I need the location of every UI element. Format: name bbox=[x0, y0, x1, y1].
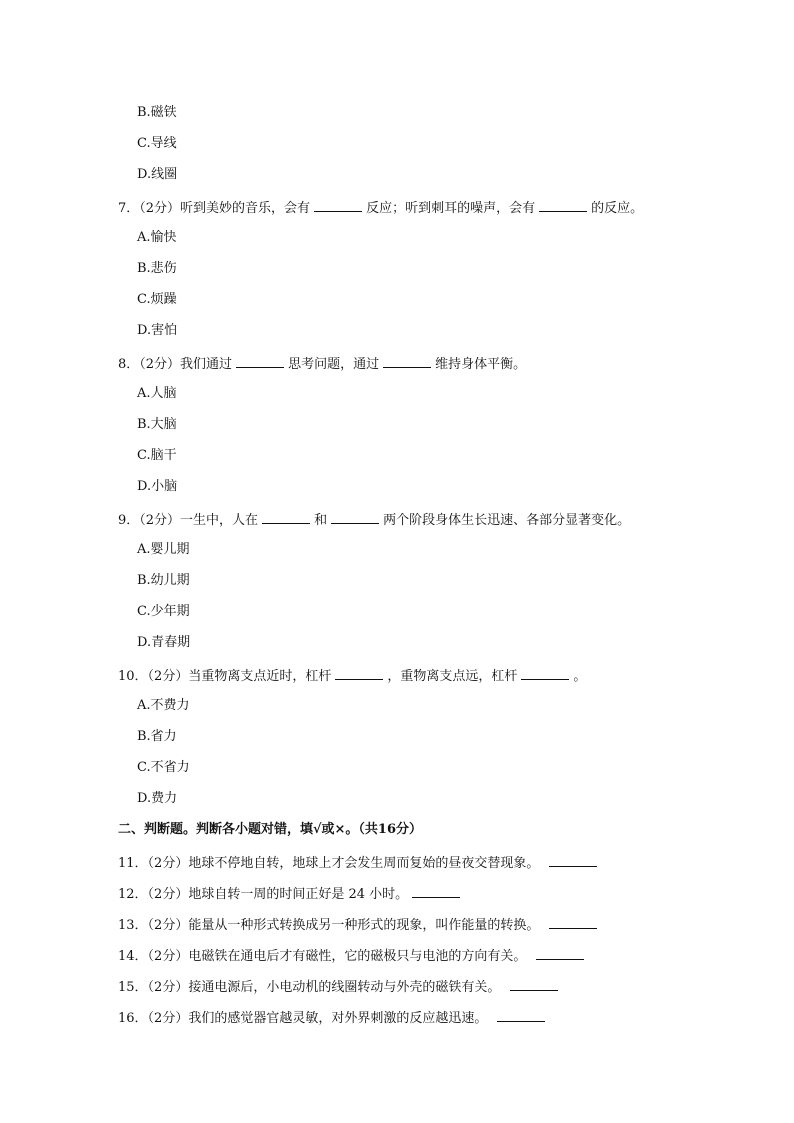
question-14-number: 14．（2分） bbox=[118, 949, 189, 964]
q10-option-b: B.省力 bbox=[137, 729, 177, 744]
q7-option-b: B.悲伤 bbox=[137, 261, 177, 276]
question-9-number: 9．（2分） bbox=[118, 513, 181, 528]
q10-option-d: D.费力 bbox=[137, 791, 178, 806]
q8-option-a: A.人脑 bbox=[137, 386, 177, 401]
answer-blank[interactable] bbox=[335, 666, 383, 680]
q7-option-a: A.愉快 bbox=[137, 230, 177, 245]
question-7-number: 7．（2分） bbox=[118, 201, 181, 216]
q9-option-a: A.婴儿期 bbox=[137, 542, 190, 557]
question-7-text-1: 听到美妙的音乐，会有 bbox=[180, 201, 311, 216]
question-8-text-3: 维持身体平衡。 bbox=[435, 357, 527, 372]
question-10-text-2: ，重物离支点远，杠杆 bbox=[387, 669, 518, 684]
question-15-text: 接通电源后，小电动机的线圈转动与外壳的磁铁有关。 bbox=[188, 980, 501, 995]
question-8-number: 8．（2分） bbox=[118, 357, 181, 372]
question-16 bbox=[118, 1008, 549, 1028]
answer-blank[interactable] bbox=[383, 354, 431, 368]
q8-option-c: C.脑干 bbox=[137, 448, 177, 463]
question-13-number: 13．（2分） bbox=[118, 918, 189, 933]
q9-option-d: D.青春期 bbox=[137, 635, 191, 650]
question-9-text-1: 一生中，人在 bbox=[180, 513, 259, 528]
section-2-heading: 二、判断题。判断各小题对错，填√或×。（共16分） bbox=[118, 822, 423, 837]
answer-blank[interactable] bbox=[549, 915, 597, 929]
answer-blank[interactable] bbox=[539, 198, 587, 212]
q6-option-b: B.磁铁 bbox=[137, 105, 177, 120]
answer-blank[interactable] bbox=[521, 666, 569, 680]
q8-option-b: B.大脑 bbox=[137, 417, 177, 432]
answer-blank[interactable] bbox=[314, 198, 362, 212]
question-13-text: 能量从一种形式转换成另一种形式的现象，叫作能量的转换。 bbox=[188, 918, 540, 933]
question-9 bbox=[118, 510, 630, 530]
q7-option-c: C.烦躁 bbox=[137, 292, 177, 307]
question-9-text-3: 两个阶段身体生长迅速、各部分显著变化。 bbox=[383, 513, 631, 528]
answer-blank[interactable] bbox=[549, 853, 597, 867]
question-14 bbox=[118, 946, 588, 966]
question-11-text: 地球不停地自转，地球上才会发生周而复始的昼夜交替现象。 bbox=[188, 856, 540, 871]
question-7-text-3: 的反应。 bbox=[591, 201, 644, 216]
question-10 bbox=[118, 666, 586, 686]
question-10-number: 10．（2分） bbox=[118, 669, 189, 684]
question-10-text-1: 当重物离支点近时，杠杆 bbox=[188, 669, 332, 684]
q10-option-c: C.不省力 bbox=[137, 760, 190, 775]
question-14-text: 电磁铁在通电后才有磁性，它的磁极只与电池的方向有关。 bbox=[188, 949, 527, 964]
question-7-text-2: 反应；听到刺耳的噪声，会有 bbox=[366, 201, 536, 216]
question-8-text-2: 思考问题，通过 bbox=[288, 357, 380, 372]
answer-blank[interactable] bbox=[497, 1008, 545, 1022]
question-11-number: 11．（2分） bbox=[118, 856, 189, 871]
question-7 bbox=[118, 198, 643, 218]
question-12 bbox=[118, 884, 464, 904]
question-15-number: 15．（2分） bbox=[118, 980, 189, 995]
question-16-text: 我们的感觉器官越灵敏，对外界刺激的反应越迅速。 bbox=[188, 1011, 488, 1026]
question-9-text-2: 和 bbox=[314, 513, 328, 528]
answer-blank[interactable] bbox=[262, 510, 310, 524]
answer-blank[interactable] bbox=[236, 354, 284, 368]
answer-blank[interactable] bbox=[510, 977, 558, 991]
question-10-text-3: 。 bbox=[573, 669, 587, 684]
question-13 bbox=[118, 915, 601, 935]
question-8-text-1: 我们通过 bbox=[180, 357, 233, 372]
q10-option-a: A.不费力 bbox=[137, 698, 190, 713]
question-12-text: 地球自转一周的时间正好是 24 小时。 bbox=[188, 887, 409, 902]
q8-option-d: D.小脑 bbox=[137, 479, 178, 494]
q7-option-d: D.害怕 bbox=[137, 323, 178, 338]
q6-option-d: D.线圈 bbox=[137, 167, 178, 182]
q9-option-b: B.幼儿期 bbox=[137, 573, 190, 588]
answer-blank[interactable] bbox=[331, 510, 379, 524]
answer-blank[interactable] bbox=[536, 946, 584, 960]
question-12-number: 12．（2分） bbox=[118, 887, 189, 902]
question-16-number: 16．（2分） bbox=[118, 1011, 189, 1026]
question-11 bbox=[118, 853, 601, 873]
q9-option-c: C.少年期 bbox=[137, 604, 190, 619]
question-15 bbox=[118, 977, 562, 997]
q6-option-c: C.导线 bbox=[137, 136, 177, 151]
answer-blank[interactable] bbox=[412, 884, 460, 898]
question-8 bbox=[118, 354, 526, 374]
